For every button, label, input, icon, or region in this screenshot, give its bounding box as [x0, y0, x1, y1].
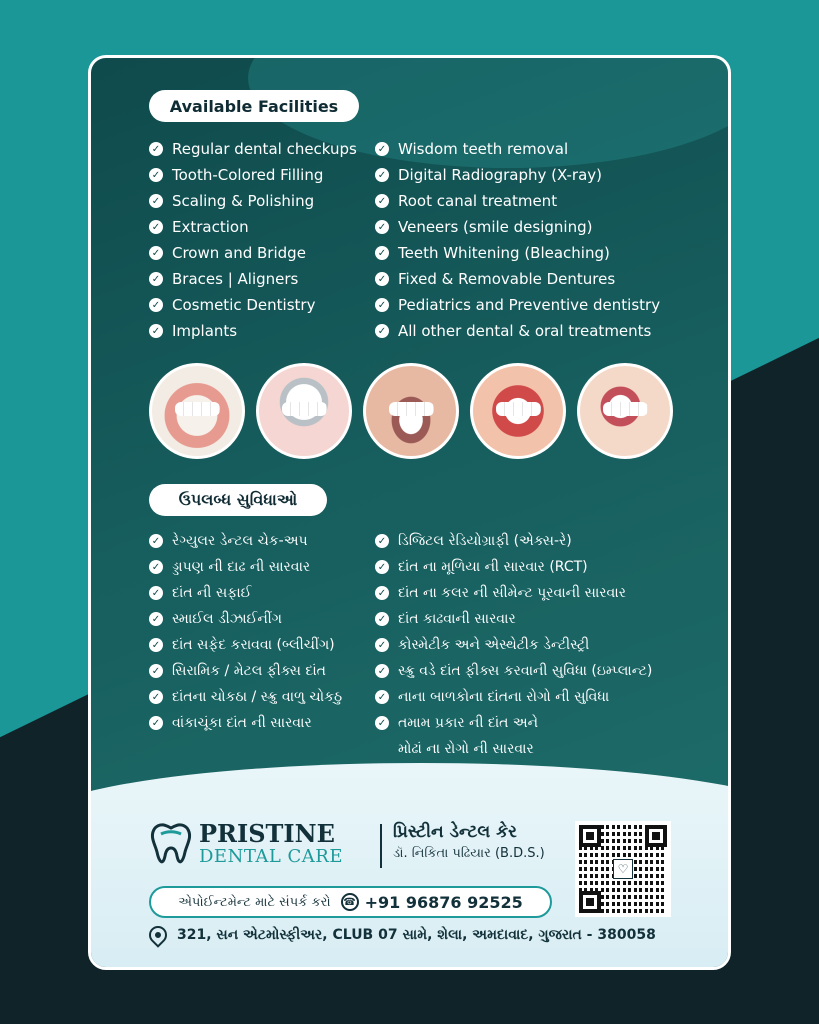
brand-logo [149, 819, 343, 868]
check-circle-icon: ✓ [149, 586, 163, 600]
check-circle-icon: ✓ [149, 220, 163, 234]
check-circle-icon: ✓ [375, 716, 389, 730]
check-circle-icon: ✓ [375, 194, 389, 208]
list-item: ✓ દાંત ના કલર ની સીમેન્ટ પૂરવાની સારવાર [375, 580, 652, 606]
list-item: ✓ Fixed & Removable Dentures [375, 266, 660, 292]
list-item: ✓ ડિજિટલ રેડિયોગ્રાફી (એક્સ-રે) [375, 528, 652, 554]
facilities-gu-col1 [149, 528, 342, 736]
facilities-en-col1 [149, 136, 357, 344]
list-item: ✓ દાંતના ચોકઠા / સ્ક્રુ વાળુ ચોકઠુ [149, 684, 342, 710]
check-circle-icon: ✓ [375, 168, 389, 182]
check-circle-icon: ✓ [375, 298, 389, 312]
checkup-photo [577, 363, 673, 459]
check-circle-icon: ✓ [375, 560, 389, 574]
check-circle-icon: ✓ [149, 272, 163, 286]
list-item: ✓ All other dental & oral treatments [375, 318, 660, 344]
check-circle-icon: ✓ [149, 690, 163, 704]
brand-divider [380, 824, 382, 868]
list-item: ✓ દાંત કાઢવાની સારવાર [375, 606, 652, 632]
list-item: ✓ Root canal treatment [375, 188, 660, 214]
check-circle-icon: ✓ [149, 612, 163, 626]
implant-photo [256, 363, 352, 459]
list-item: ✓ રેગ્યુલર ડેન્ટલ ચેક-અપ [149, 528, 342, 554]
list-item-continued: મોઢાં ના રોગો ની સારવાર [398, 741, 534, 757]
brand-subtitle: DENTAL CARE [199, 846, 343, 867]
check-circle-icon: ✓ [375, 586, 389, 600]
list-item: ✓ Crown and Bridge [149, 240, 357, 266]
list-item: ✓ Digital Radiography (X-ray) [375, 162, 660, 188]
location-pin-icon [145, 922, 170, 947]
check-circle-icon: ✓ [149, 534, 163, 548]
check-circle-icon: ✓ [375, 690, 389, 704]
address-text: 321, સન એટમોસ્ફીઅર, CLUB 07 સામે, શેલા, અમદાવાદ, ગુજરાત - 380058 [177, 927, 656, 943]
list-item: ✓ વાંકાચૂંકા દાંત ની સારવાર [149, 710, 342, 736]
appointment-contact[interactable] [149, 886, 552, 918]
check-circle-icon: ✓ [375, 220, 389, 234]
dentures-photo [149, 363, 245, 459]
list-item: ✓ તમામ પ્રકાર ની દાંત અને [375, 710, 652, 736]
flyer-card [88, 55, 731, 970]
list-item: ✓ ડ્ડાપણ ની દાઢ ની સારવાર [149, 554, 342, 580]
list-item: ✓ Braces | Aligners [149, 266, 357, 292]
list-item: ✓ Implants [149, 318, 357, 344]
check-circle-icon: ✓ [375, 246, 389, 260]
list-item: ✓ Teeth Whitening (Bleaching) [375, 240, 660, 266]
list-item: ✓ દાંત સફેદ કરાવવા (બ્લીચીંગ) [149, 632, 342, 658]
facilities-gu-col2 [375, 528, 652, 762]
check-circle-icon: ✓ [375, 638, 389, 652]
list-item: ✓ Wisdom teeth removal [375, 136, 660, 162]
list-item: ✓ કોસ્મેટીક અને એસ્થેટીક ડેન્ટીસ્ટ્રી [375, 632, 652, 658]
list-item: ✓ Pediatrics and Preventive dentistry [375, 292, 660, 318]
list-item: ✓ સ્ક્રુ વડે દાંત ફીક્સ કરવાની સુવિધા (ઇમ્પ્લાન્ટ) [375, 658, 652, 684]
check-circle-icon: ✓ [375, 272, 389, 286]
tooth-logo-icon [149, 822, 193, 868]
check-circle-icon: ✓ [375, 534, 389, 548]
check-circle-icon: ✓ [375, 324, 389, 338]
doctor-name: ડૉ. નિકિતા પઢિયાર (B.D.S.) [393, 846, 545, 861]
check-circle-icon: ✓ [149, 168, 163, 182]
check-circle-icon: ✓ [149, 638, 163, 652]
list-item: ✓ Veneers (smile designing) [375, 214, 660, 240]
contact-label: એપોઈન્ટમેન્ટ માટે સંપર્ક કરો [178, 894, 331, 910]
list-item: ✓ દાંત ની સફાઈ [149, 580, 342, 606]
brand-name: PRISTINE [199, 819, 335, 848]
list-item: ✓ Regular dental checkups [149, 136, 357, 162]
braces-photo [363, 363, 459, 459]
address [149, 926, 656, 944]
check-circle-icon: ✓ [149, 560, 163, 574]
check-circle-icon: ✓ [149, 194, 163, 208]
list-item: ✓ સિરામિક / મેટલ ફીક્સ દાંત [149, 658, 342, 684]
brand-gujarati [393, 822, 545, 861]
check-circle-icon: ✓ [149, 716, 163, 730]
facilities-en-col2 [375, 136, 660, 344]
check-circle-icon: ✓ [149, 664, 163, 678]
check-circle-icon: ✓ [149, 142, 163, 156]
tooth-icon: ♡ [613, 859, 633, 879]
heading-available-facilities: Available Facilities [149, 90, 359, 122]
list-item: ✓ Cosmetic Dentistry [149, 292, 357, 318]
whitening-photo [470, 363, 566, 459]
list-item: ✓ સ્માઈલ ડીઝાઈનીંગ [149, 606, 342, 632]
list-item: ✓ નાના બાળકોના દાંતના રોગો ની સુવિધા [375, 684, 652, 710]
phone-icon: ☎ [341, 893, 359, 911]
check-circle-icon: ✓ [375, 612, 389, 626]
list-item: ✓ Tooth-Colored Filling [149, 162, 357, 188]
check-circle-icon: ✓ [149, 246, 163, 260]
list-item: ✓ Extraction [149, 214, 357, 240]
check-circle-icon: ✓ [149, 298, 163, 312]
check-circle-icon: ✓ [375, 664, 389, 678]
check-circle-icon: ✓ [149, 324, 163, 338]
heading-gujarati-facilities: ઉપલબ્ધ સુવિધાઓ [149, 484, 327, 516]
qr-code[interactable] [575, 821, 671, 917]
check-circle-icon: ✓ [375, 142, 389, 156]
phone-number[interactable]: +91 96876 92525 [364, 892, 523, 912]
list-item: ✓ Scaling & Polishing [149, 188, 357, 214]
brand-gujarati-name: પ્રિસ્ટીન ડેન્ટલ કેર [393, 822, 517, 842]
list-item: ✓ દાંત ના મૂળિયા ની સારવાર (RCT) [375, 554, 652, 580]
